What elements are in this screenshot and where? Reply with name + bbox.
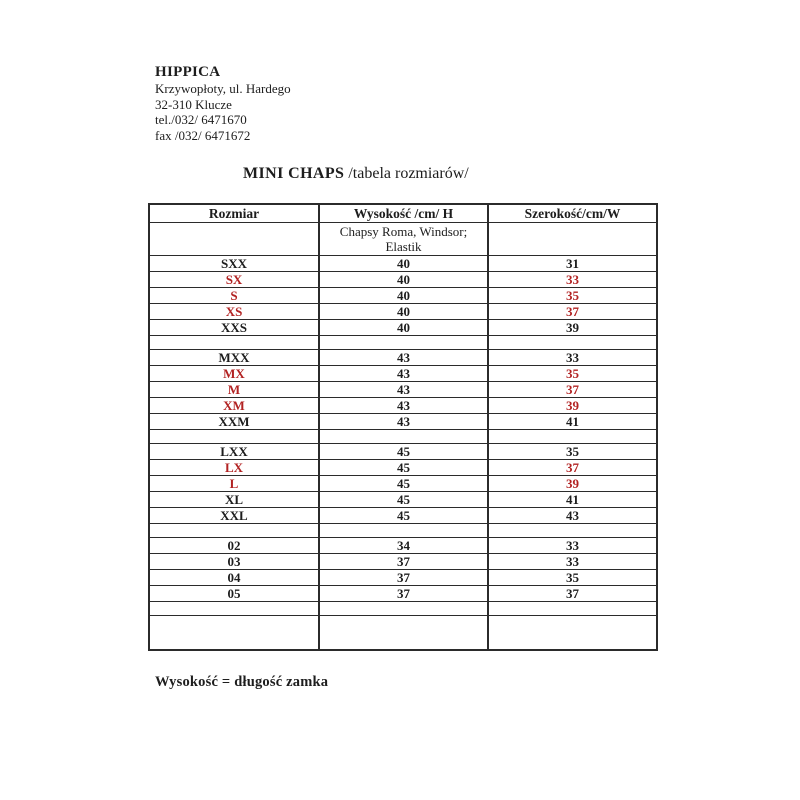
height-cell: 43: [319, 398, 488, 414]
table-row: [149, 398, 657, 414]
subheader-models-cell: [319, 223, 488, 256]
table-row: [149, 304, 657, 320]
empty-cell: [319, 524, 488, 538]
empty-cell: [149, 430, 319, 444]
size-cell: 03: [149, 554, 319, 570]
company-fax: fax /032/ 6471672: [155, 127, 251, 143]
table-row: [149, 350, 657, 366]
size-cell: MXX: [149, 350, 319, 366]
table-row: [149, 570, 657, 586]
width-cell: 39: [488, 320, 657, 336]
page-title: [243, 165, 469, 183]
width-cell: 31: [488, 256, 657, 272]
width-cell: 39: [488, 476, 657, 492]
empty-cell: [319, 336, 488, 350]
spacer-row: [149, 602, 657, 616]
empty-cell: [488, 336, 657, 350]
spacer-row: [149, 336, 657, 350]
size-cell: XM: [149, 398, 319, 414]
height-cell: 45: [319, 492, 488, 508]
height-cell: 37: [319, 570, 488, 586]
empty-cell: [149, 524, 319, 538]
height-cell: 40: [319, 272, 488, 288]
height-cell: 40: [319, 256, 488, 272]
header-rozmiar: Rozmiar: [149, 204, 319, 223]
table-row: [149, 444, 657, 460]
height-cell: 45: [319, 508, 488, 524]
height-cell: 43: [319, 350, 488, 366]
table-row: [149, 554, 657, 570]
subheader-empty-cell: [488, 223, 657, 256]
empty-cell: [149, 336, 319, 350]
table-row: [149, 476, 657, 492]
height-cell: 43: [319, 414, 488, 430]
empty-cell: [488, 524, 657, 538]
empty-cell: [488, 616, 657, 651]
spacer-row: [149, 430, 657, 444]
table-row: [149, 256, 657, 272]
empty-cell: [319, 616, 488, 651]
size-cell: SXX: [149, 256, 319, 272]
subheader-line-1: Chapsy Roma, Windsor;: [339, 224, 468, 239]
size-cell: XL: [149, 492, 319, 508]
size-cell: S: [149, 288, 319, 304]
table-row: [149, 366, 657, 382]
table-row: [149, 288, 657, 304]
size-cell: 04: [149, 570, 319, 586]
height-cell: 45: [319, 460, 488, 476]
table-row: [149, 460, 657, 476]
size-cell: 05: [149, 586, 319, 602]
header-wysokosc: Wysokość /cm/ H: [319, 204, 488, 223]
table-row: [149, 508, 657, 524]
empty-cell: [488, 430, 657, 444]
subheader-empty-cell: [149, 223, 319, 256]
empty-cell: [319, 430, 488, 444]
size-cell: XXS: [149, 320, 319, 336]
table-subheader-row: [149, 223, 657, 256]
table-row: [149, 414, 657, 430]
header-szerokosc: Szerokość/cm/W: [488, 204, 657, 223]
height-cell: 34: [319, 538, 488, 554]
height-cell: 45: [319, 444, 488, 460]
width-cell: 43: [488, 508, 657, 524]
height-cell: 43: [319, 366, 488, 382]
empty-cell: [319, 602, 488, 616]
empty-cell: [488, 602, 657, 616]
size-table: [148, 203, 658, 651]
height-cell: 37: [319, 554, 488, 570]
width-cell: 41: [488, 414, 657, 430]
width-cell: 39: [488, 398, 657, 414]
width-cell: 37: [488, 304, 657, 320]
width-cell: 33: [488, 350, 657, 366]
size-cell: LXX: [149, 444, 319, 460]
height-cell: 40: [319, 320, 488, 336]
width-cell: 35: [488, 288, 657, 304]
company-name: HIPPICA: [155, 64, 221, 80]
width-cell: 37: [488, 382, 657, 398]
footnote: Wysokość = długość zamka: [155, 674, 329, 690]
table-header-row: [149, 204, 657, 223]
size-cell: 02: [149, 538, 319, 554]
size-cell: XS: [149, 304, 319, 320]
width-cell: 35: [488, 570, 657, 586]
width-cell: 41: [488, 492, 657, 508]
subheader-line-2: Elastik: [385, 239, 422, 254]
table-row: [149, 382, 657, 398]
size-cell: M: [149, 382, 319, 398]
width-cell: 37: [488, 460, 657, 476]
tall-spacer-row: [149, 616, 657, 651]
height-cell: 43: [319, 382, 488, 398]
table-row: [149, 272, 657, 288]
company-phone: tel./032/ 6471670: [155, 112, 247, 127]
company-address-city: 32-310 Klucze: [155, 96, 232, 112]
table-row: [149, 320, 657, 336]
width-cell: 35: [488, 366, 657, 382]
size-cell: L: [149, 476, 319, 492]
width-cell: 33: [488, 538, 657, 554]
width-cell: 33: [488, 272, 657, 288]
table-row: [149, 492, 657, 508]
height-cell: 40: [319, 288, 488, 304]
width-cell: 33: [488, 554, 657, 570]
size-cell: XXM: [149, 414, 319, 430]
company-block: [155, 64, 291, 143]
title-main: MINI CHAPS: [243, 165, 345, 182]
height-cell: 37: [319, 586, 488, 602]
spacer-row: [149, 524, 657, 538]
width-cell: 35: [488, 444, 657, 460]
height-cell: 40: [319, 304, 488, 320]
empty-cell: [149, 616, 319, 651]
size-cell: MX: [149, 366, 319, 382]
empty-cell: [149, 602, 319, 616]
size-cell: LX: [149, 460, 319, 476]
title-suffix: /tabela rozmiarów/: [344, 165, 469, 182]
size-cell: SX: [149, 272, 319, 288]
height-cell: 45: [319, 476, 488, 492]
table-row: [149, 538, 657, 554]
size-cell: XXL: [149, 508, 319, 524]
table-row: [149, 586, 657, 602]
width-cell: 37: [488, 586, 657, 602]
company-address-street: Krzywopłoty, ul. Hardego: [155, 81, 291, 96]
